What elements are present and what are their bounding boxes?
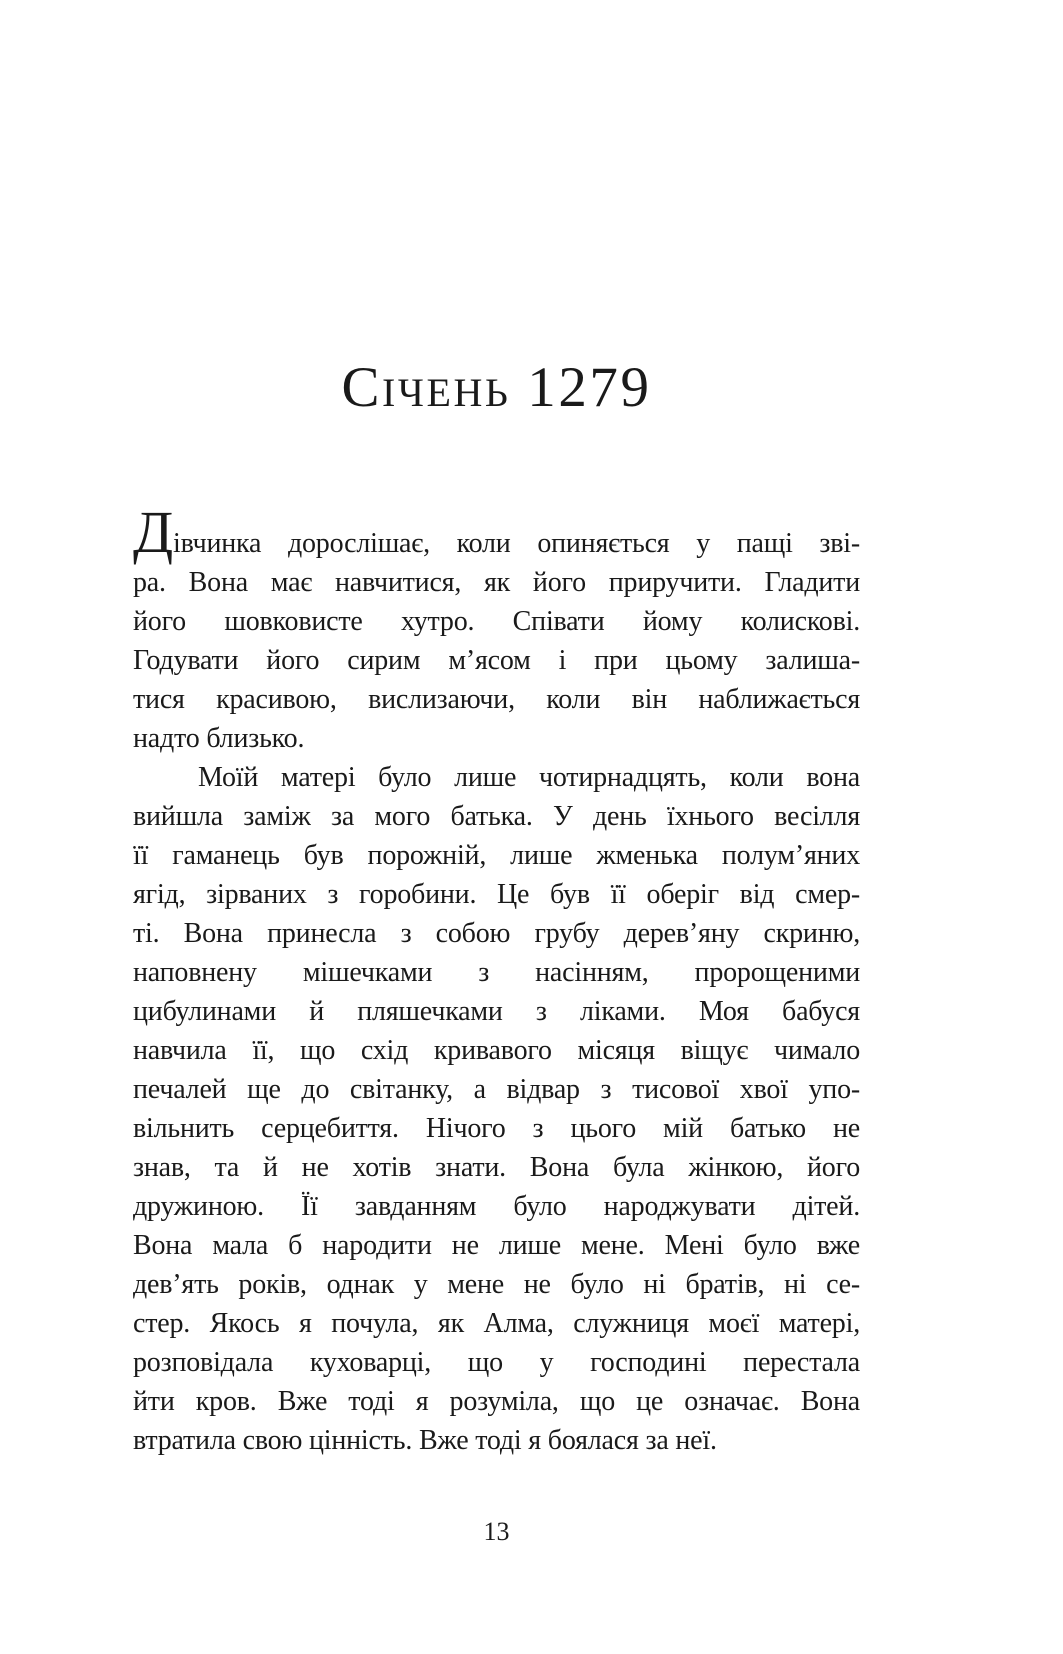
text-line: дружиною. Її завданням було народжувати дітей.: [133, 1191, 860, 1222]
text-line: йти кров. Вже тоді я розуміла, що це означає. Вона: [133, 1386, 860, 1417]
text-line: печалей ще до світанку, а відвар з тисової хвої упо-: [133, 1074, 860, 1105]
paragraph-opening: [133, 499, 860, 758]
dropcap-letter: Д: [133, 499, 174, 565]
text-line: наповнену мішечками з насінням, пророщеними: [133, 957, 860, 988]
text-line: тися красивою, вислизаючи, коли він наближається: [133, 684, 860, 715]
text-line: Дівчинка дорослішає, коли опиняється у пащі зві-: [133, 499, 860, 565]
text-line: вийшла заміж за мого батька. У день їхнього весілля: [133, 801, 860, 832]
text-line: втратила свою цінність. Вже тоді я боялася за неї.: [133, 1425, 717, 1456]
text-line: Моїй матері було лише чотирнадцять, коли вона: [198, 762, 860, 793]
paragraph-mother: [133, 758, 860, 1460]
text-line: вільнить серцебиття. Нічого з цього мій батько не: [133, 1113, 860, 1144]
page-number: 13: [483, 1517, 510, 1546]
text-line: навчила її, що схід кривавого місяця віщує чимало: [133, 1035, 860, 1066]
text-line: знав, та й не хотів знати. Вона була жінкою, його: [133, 1152, 860, 1183]
text-line: цибулинами й пляшечками з ліками. Моя бабуся: [133, 996, 860, 1027]
text-line: розповідала куховарці, що у господині перестала: [133, 1347, 860, 1378]
body-text: [133, 499, 860, 1460]
text-line: ті. Вона принесла з собою грубу дерев’яну скриню,: [133, 918, 860, 949]
text-line: Годувати його сирим м’ясом і при цьому залиша-: [133, 645, 860, 676]
text-line: надто близько.: [133, 723, 305, 754]
text-line: Вона мала б народити не лише мене. Мені було вже: [133, 1230, 860, 1261]
text-line: її гаманець був порожній, лише жменька полум’яних: [133, 840, 860, 871]
text-line: стер. Якось я почула, як Алма, служниця моєї матері,: [133, 1308, 860, 1339]
text-line: його шовковисте хутро. Співати йому колискові.: [133, 606, 860, 637]
text-line: дев’ять років, однак у мене не було ні братів, ні се-: [133, 1269, 860, 1300]
text-line: ягід, зірваних з горобини. Це був її оберіг від смер-: [133, 879, 860, 910]
text-line: ра. Вона має навчитися, як його приручити. Гладити: [133, 567, 860, 598]
chapter-title: Січень 1279: [341, 356, 652, 419]
